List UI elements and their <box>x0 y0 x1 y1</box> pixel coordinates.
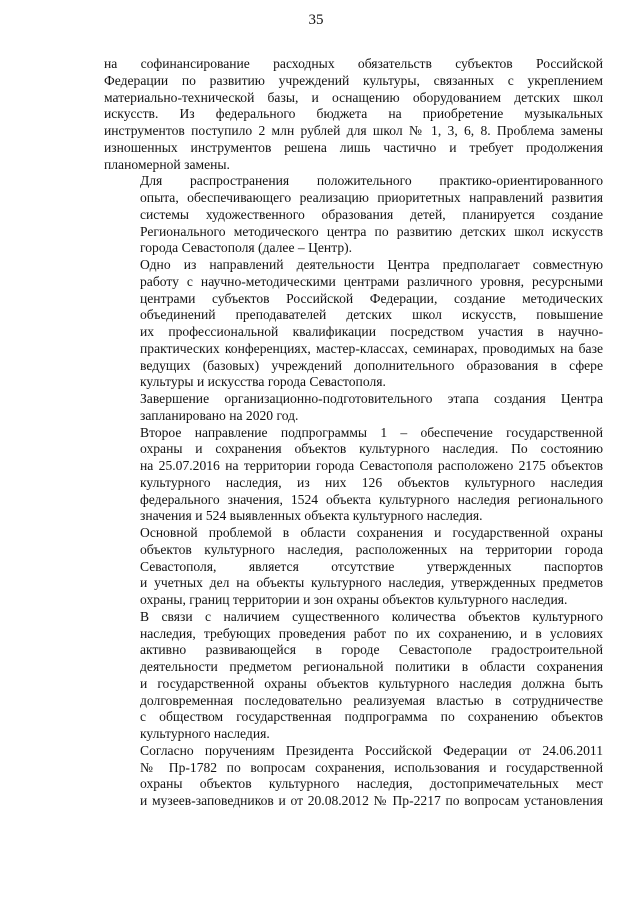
document-body <box>104 56 603 810</box>
text-line: культуры и искусства города Севастополя. <box>140 374 386 390</box>
text-line: Для распространения положительного практико-ориентированного <box>140 173 603 189</box>
text-line: культурного наследия. <box>140 726 270 741</box>
text-line: наследия, требующих проведения работ по их сохранению, и в условиях <box>140 625 603 641</box>
text-line: работу с научно-методическими центрами различного уровня, ресурсными <box>140 273 603 289</box>
text-line: искусств. Из федерального бюджета на приобретение музыкальных <box>104 106 603 122</box>
page-number: 35 <box>308 12 324 28</box>
text-line: и учетных дел на объекты культурного наследия, утвержденных предметов <box>140 575 603 591</box>
paragraph <box>104 173 603 257</box>
text-line: Согласно поручениям Президента Российской Федерации от 24.06.2011 <box>140 742 603 758</box>
text-line: практических конференциях, мастер-классах, семинарах, проводимых на базе <box>140 340 603 356</box>
text-line: Завершение организационно-подготовительного этапа создания Центра <box>140 391 603 406</box>
paragraph <box>104 525 603 609</box>
text-line: охраны и сохранения объектов культурного наследия. По состоянию <box>140 441 603 457</box>
text-line: и государственной охраны объектов культурного наследия должна быть <box>140 675 603 691</box>
text-line: объединений преподавателей детских школ искусств, повышение <box>140 307 603 323</box>
text-line: Федерации по развитию учреждений культуры, связанных с укреплением <box>104 72 603 88</box>
text-line: опыта, обеспечивающего реализацию приоритетных направлений развития <box>140 190 603 205</box>
text-line: с обществом государственная подпрограмма по сохранению объектов <box>140 709 603 725</box>
text-line: деятельности предметом региональной политики в области сохранения <box>140 659 603 674</box>
text-line: на софинансирование расходных обязательств субъектов Российской <box>104 56 603 71</box>
text-line: охраны объектов культурного наследия, достопримечательных мест <box>140 776 603 792</box>
text-line: Одно из направлений деятельности Центра предполагает совместную <box>140 257 603 272</box>
text-line: Второе направление подпрограммы 1 – обеспечение государственной <box>140 424 603 440</box>
text-line: № Пр-1782 по вопросам сохранения, использования и государственной <box>140 759 603 775</box>
text-line: планомерной замены. <box>104 156 230 172</box>
text-line: и музеев-заповедников и от 20.08.2012 № Пр-2217 по вопросам установления <box>140 793 603 808</box>
text-line: их профессиональной квалификации посредством участия в научно- <box>140 324 603 339</box>
text-line: В связи с наличием существенного количества объектов культурного <box>140 608 603 624</box>
text-line: культурного наследия, из них 126 объектов культурного наследия <box>140 474 603 490</box>
paragraph <box>104 56 603 173</box>
text-line: запланировано на 2020 год. <box>140 407 299 423</box>
text-line: Регионального методического центра по развитию детских школ искусств <box>140 223 603 239</box>
text-line: Основной проблемой в области сохранения и государственной охраны <box>140 525 603 540</box>
paragraph <box>104 391 603 425</box>
text-line: долговременная последовательно реализуемая властью в сотрудничестве <box>140 692 603 708</box>
text-line: материально-технической базы, и оснащению оборудованием детских школ <box>104 89 603 105</box>
paragraph <box>104 743 603 810</box>
text-line: Севастополя, является отсутствие утвержденных паспортов <box>140 558 603 574</box>
text-line: значения и 524 выявленных объекта культурного наследия. <box>140 508 483 524</box>
text-line: на 25.07.2016 на территории города Севастополя расположено 2175 объектов <box>140 458 603 473</box>
text-line: ведущих (базовых) учреждений дополнительного образования в сфере <box>140 357 603 373</box>
paragraph <box>104 257 603 391</box>
paragraph <box>104 609 603 743</box>
text-line: системы художественного образования детей, планируется создание <box>140 206 603 222</box>
text-line: центрами субъектов Российской Федерации, создание методических <box>140 290 603 306</box>
text-line: охраны, границ территории и зон охраны объектов культурного наследия. <box>140 592 568 607</box>
text-line: изношенных инструментов решена лишь частично и требует продолжения <box>104 139 603 155</box>
text-line: активно развивающейся в городе Севастополе градостроительной <box>140 642 603 658</box>
paragraph <box>104 425 603 526</box>
text-line: инструментов поступило 2 млн рублей для школ № 1, 3, 6, 8. Проблема замены <box>104 123 603 138</box>
text-line: федерального значения, 1524 объекта культурного наследия регионального <box>140 491 603 507</box>
text-line: города Севастополя (далее – Центр). <box>140 240 353 256</box>
text-line: объектов культурного наследия, расположенных на территории города <box>140 541 603 557</box>
